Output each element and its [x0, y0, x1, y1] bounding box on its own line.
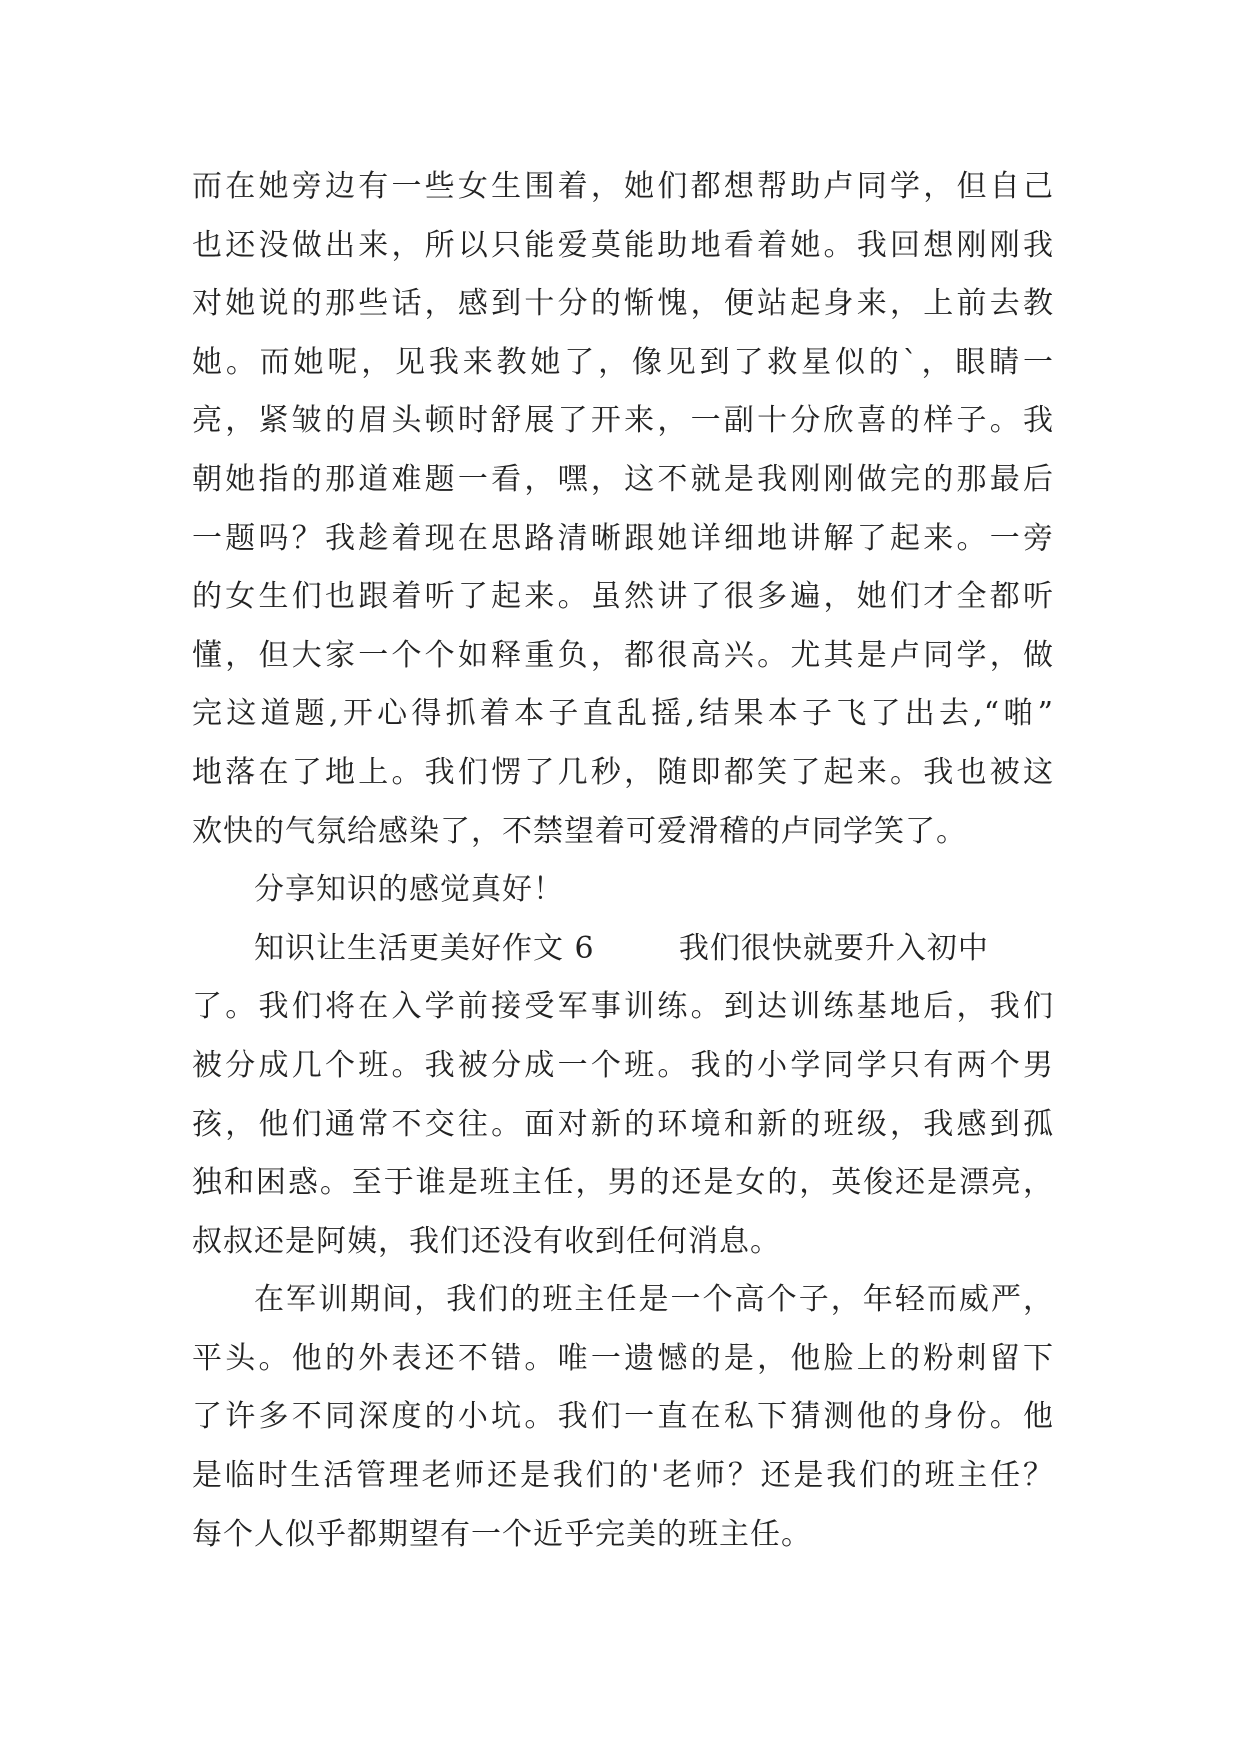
text-line: 朝她指的那道难题一看，嘿，这不就是我刚刚做完的那最后 [192, 461, 1054, 497]
text-line: 欢快的气氛给感染了，不禁望着可爱滑稽的卢同学笑了。 [192, 813, 967, 849]
text-line: 每个人似乎都期望有一个近乎完美的班主任。 [192, 1516, 812, 1552]
text-line: 地落在了地上。我们愣了几秒，随即都笑了起来。我也被这 [192, 754, 1054, 790]
text-line: 亮，紧皱的眉头顿时舒展了开来，一副十分欣喜的样子。我 [192, 403, 1054, 439]
text-line: 完这道题,开心得抓着本子直乱摇,结果本子飞了出去,“啪” [192, 696, 1054, 732]
text-line: 懂，但大家一个个如释重负，都很高兴。尤其是卢同学，做 [192, 637, 1054, 673]
text-line: 也还没做出来，所以只能爱莫能助地看着她。我回想刚刚我 [192, 227, 1054, 263]
text-line: 叔叔还是阿姨，我们还没有收到任何消息。 [192, 1223, 781, 1259]
text-line: 一题吗？我趁着现在思路清晰跟她详细地讲解了起来。一旁 [192, 520, 1054, 556]
text-line: 是临时生活管理老师还是我们的'老师？还是我们的班主任？ [192, 1458, 1054, 1494]
text-line: 平头。他的外表还不错。唯一遗憾的是，他脸上的粉刺留下 [192, 1340, 1054, 1376]
text-line: 对她说的那些话，感到十分的惭愧，便站起身来，上前去教 [192, 286, 1054, 322]
document-body [192, 158, 1054, 1564]
text-line: 的女生们也跟着听了起来。虽然讲了很多遍，她们才全都听 [192, 579, 1054, 615]
text-line: 孩，他们通常不交往。面对新的环境和新的班级，我感到孤 [192, 1106, 1054, 1142]
text-line: 而在她旁边有一些女生围着，她们都想帮助卢同学，但自己 [192, 169, 1054, 204]
text-line: 了许多不同深度的小坑。我们一直在私下猜测他的身份。他 [192, 1399, 1054, 1435]
text-line: 在军训期间，我们的班主任是一个高个子，年轻而威严， [254, 1282, 1054, 1318]
text-line: 分享知识的感觉真好！ [254, 872, 564, 908]
text-line: 她。而她呢，见我来教她了，像见到了救星似的`，眼睛一 [192, 344, 1054, 380]
text-line: 被分成几个班。我被分成一个班。我的小学同学只有两个男 [192, 1047, 1054, 1083]
text-line: 了。我们将在入学前接受军事训练。到达训练基地后，我们 [192, 989, 1054, 1025]
text-line: 独和困惑。至于谁是班主任，男的还是女的，英俊还是漂亮， [192, 1165, 1054, 1201]
section-heading-line: 知识让生活更美好作文 6 我们很快就要升入初中 [254, 930, 989, 966]
